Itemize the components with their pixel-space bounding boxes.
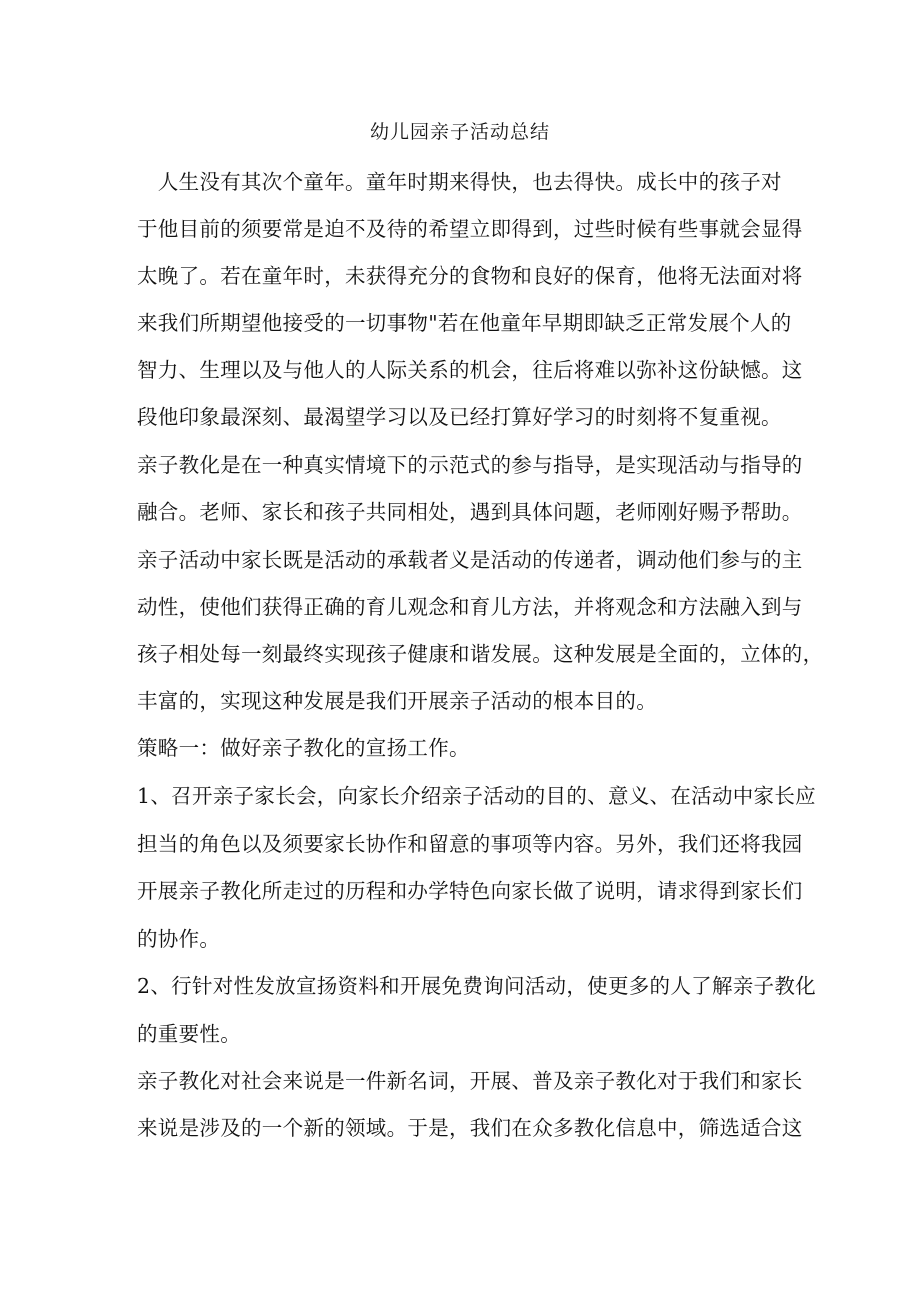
paragraph-line: 太晚了。若在童年时，未获得充分的食物和良好的保育，他将无法面对将 [137,264,803,288]
paragraph-line: 丰富的，实现这种发展是我们开展亲子活动的根本目的。 [137,689,657,713]
paragraph-line: 智力、生理以及与他人的人际关系的机会，往后将难以弥补这份缺憾。这 [137,358,803,382]
paragraph-line: 亲子教化是在一种真实情境下的示范式的参与指导，是实现活动与指导的 [137,453,803,477]
paragraph-line: 于他目前的须要常是迫不及待的希望立即得到，过些时候有些事就会显得 [137,217,803,241]
paragraph-line: 孩子相处每一刻最终实现孩子健康和谐发展。这种发展是全面的，立体的， [137,642,824,666]
paragraph-line: 人生没有其次个童年。童年时期来得快，也去得快。成长中的孩子对 [137,170,782,194]
paragraph-line: 2、行针对性发放宣扬资料和开展免费询问活动，使更多的人了解亲子教化 [137,974,816,998]
paragraph-line: 的重要性。 [137,1022,241,1046]
paragraph-line: 动性，使他们获得正确的育儿观念和育儿方法，并将观念和方法融入到与 [137,595,803,619]
paragraph-line: 亲子活动中家长既是活动的承载者义是活动的传递者，调动他们参与的主 [137,548,803,572]
document-title: 幼儿园亲子活动总结 [369,121,550,143]
paragraph-line: 策略一：做好亲子教化的宣扬工作。 [137,736,470,760]
paragraph-line: 1、召开亲子家长会，向家长介绍亲子活动的目的、意义、在活动中家长应 [137,784,816,808]
paragraph-line: 的协作。 [137,927,221,951]
paragraph-line: 来我们所期望他接受的一切事物"若在他童年早期即缺乏正常发展个人的 [137,311,792,335]
paragraph-line: 段他印象最深刻、最渴望学习以及已经打算好学习的时刻将不复重视。 [137,405,782,429]
paragraph-line: 融合。老师、家长和孩子共同相处，遇到具体问题，老师刚好赐予帮助。 [137,500,803,524]
paragraph-line: 担当的角色以及须要家长协作和留意的事项等内容。另外，我们还将我园 [137,832,803,856]
paragraph-line: 开展亲子教化所走过的历程和办学特色向家长做了说明，请求得到家长们 [137,879,803,903]
paragraph-line: 来说是涉及的一个新的领域。于是，我们在众多教化信息中，筛选适合这 [137,1116,803,1140]
paragraph-line: 亲子教化对社会来说是一件新名词，开展、普及亲子教化对于我们和家长 [137,1069,803,1093]
